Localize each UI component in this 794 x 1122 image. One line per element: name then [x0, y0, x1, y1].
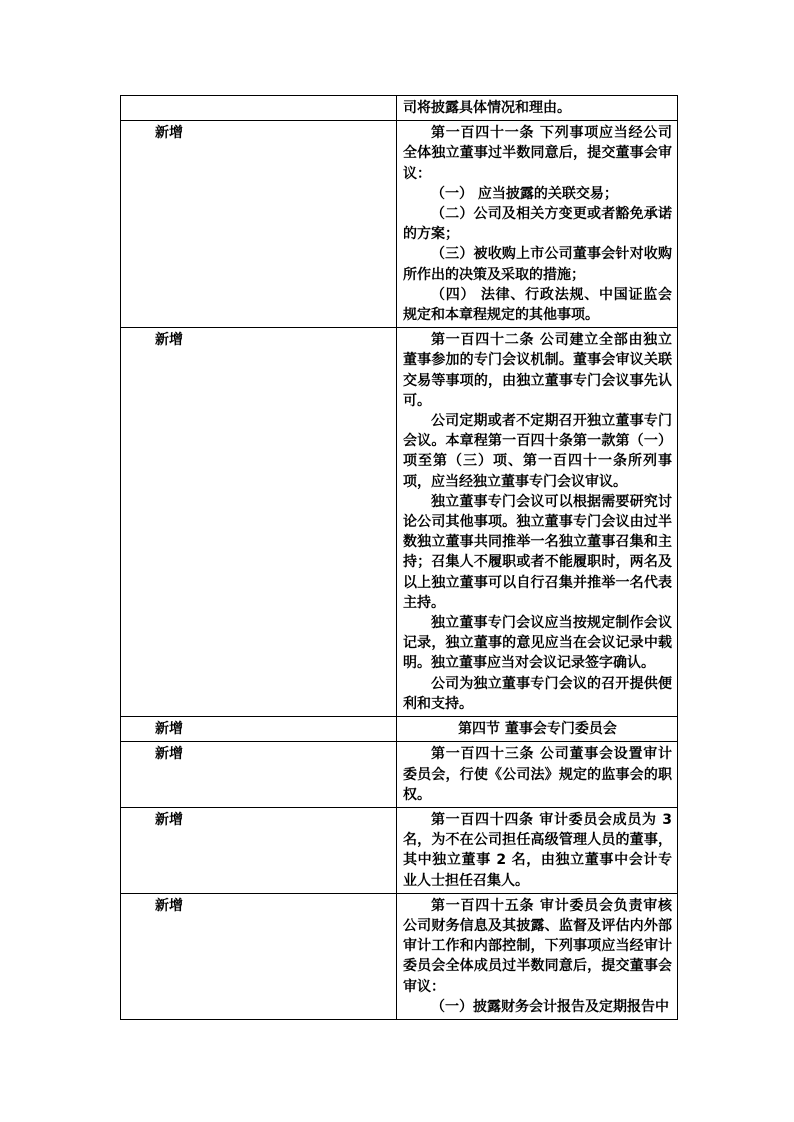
table-row — [121, 742, 678, 808]
amendment-type-cell — [121, 96, 397, 121]
amendment-comparison-table — [120, 95, 678, 1020]
paragraph: （二）公司及相关方变更或者豁免承诺的方案； — [403, 206, 672, 243]
amendment-text-cell — [397, 742, 678, 808]
amendment-text-cell — [397, 717, 678, 742]
paragraph: （一）披露财务会计报告及定期报告中 — [431, 998, 669, 1015]
table-row — [121, 807, 678, 893]
amendment-type-cell: 新增 — [121, 893, 397, 1019]
paragraph: 独立董事专门会议可以根据需要研究讨论公司其他事项。独立董事专门会议由过半数独立董事共同推举一名独立董事召集和主持；召集人不履职或者不能履职时，两名及以上独立董事可以自行召集并推举一名代表主持。 — [403, 493, 672, 611]
paragraph: （四） 法律、行政法规、中国证监会规定和本章程规定的其他事项。 — [403, 286, 672, 324]
table-row — [121, 96, 678, 121]
paragraph: 司将披露具体情况和理由。 — [403, 100, 571, 116]
paragraph: （一） 应当披露的关联交易； — [431, 185, 618, 202]
paragraph: （三）被收购上市公司董事会针对收购所作出的决策及采取的措施； — [403, 246, 672, 283]
paragraph: 公司为独立董事专门会议的召开提供便利和支持。 — [403, 675, 672, 712]
amendment-text-cell — [397, 121, 678, 328]
paragraph: 第一百四十二条 公司建立全部由独立董事参加的专门会议机制。董事会审议关联交易等事项的，由独立董事专门会议事先认可。 — [403, 332, 672, 409]
amendment-text-cell — [397, 893, 678, 1019]
table-row — [121, 717, 678, 742]
amendment-type-cell: 新增 — [121, 328, 397, 717]
amendment-type-cell: 新增 — [121, 742, 397, 808]
amendment-text-cell — [397, 328, 678, 717]
amendment-type-cell: 新增 — [121, 121, 397, 328]
table-row — [121, 121, 678, 328]
paragraph: 第一百四十一条 下列事项应当经公司全体独立董事过半数同意后，提交董事会审议： — [403, 125, 672, 182]
amendment-text-cell — [397, 807, 678, 893]
paragraph: 第四节 董事会专门委员会 — [458, 721, 617, 738]
table-body — [121, 96, 678, 1020]
paragraph: 第一百四十三条 公司董事会设置审计委员会，行使《公司法》规定的监事会的职权。 — [403, 746, 672, 803]
paragraph: 独立董事专门会议应当按规定制作会议记录，独立董事的意见应当在会议记录中载明。独立董事应当对会议记录签字确认。 — [403, 615, 672, 672]
amendment-type-cell: 新增 — [121, 807, 397, 893]
amendment-text-cell — [397, 96, 678, 121]
paragraph: 第一百四十五条 审计委员会负责审核公司财务信息及其披露、监督及评估内外部审计工作和内部控制，下列事项应当经审计委员会全体成员过半数同意后，提交董事会审议： — [403, 897, 672, 995]
paragraph: 公司定期或者不定期召开独立董事专门会议。本章程第一百四十条第一款第（一）项至第（三）项、第一百四十一条所列事项，应当经独立董事专门会议审议。 — [403, 413, 672, 490]
table-row — [121, 328, 678, 717]
amendment-type-cell: 新增 — [121, 717, 397, 742]
paragraph: 第一百四十四条 审计委员会成员为 3 名，为不在公司担任高级管理人员的董事，其中独立董事 2 名，由独立董事中会计专业人士担任召集人。 — [403, 811, 672, 889]
table-row — [121, 893, 678, 1019]
